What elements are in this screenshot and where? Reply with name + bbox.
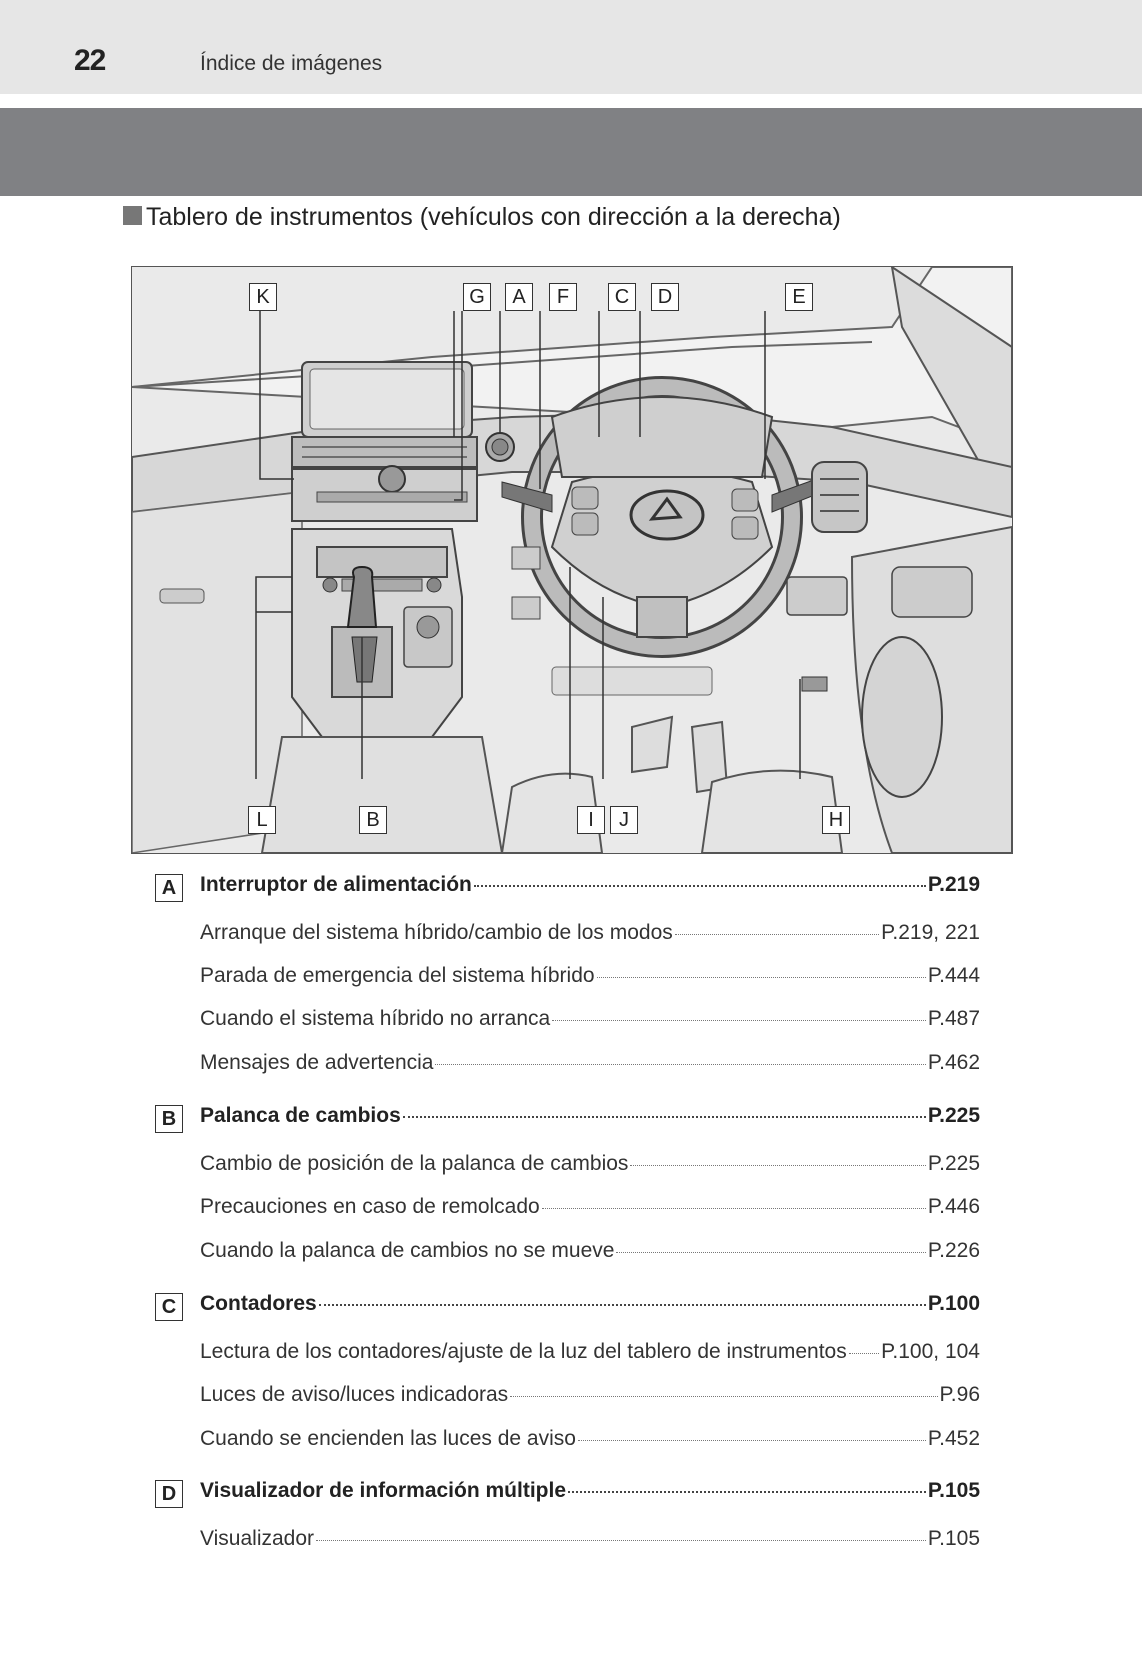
callout-c: C [608,283,636,311]
callout-j: J [610,806,638,834]
index-entry-main[interactable]: Contadores P.100 [200,1292,980,1315]
chapter-title: Índice de imágenes [200,52,383,75]
index-entry-main[interactable]: Palanca de cambios P.225 [200,1104,980,1127]
index-entry-sub[interactable]: Precauciones en caso de remolcado P.446 [200,1195,980,1218]
entry-letter-c: C [155,1293,183,1321]
callout-h: H [822,806,850,834]
callout-k: K [249,283,277,311]
callout-g: G [463,283,491,311]
index-entry-main[interactable]: Visualizador de información múltiple P.105 [200,1479,980,1502]
callout-i: I [577,806,605,834]
entry-letter-a: A [155,874,183,902]
callout-l: L [248,806,276,834]
section-title-text: Tablero de instrumentos (vehículos con dirección a la derecha) [146,203,841,231]
index-entry-sub[interactable]: Lectura de los contadores/ajuste de la luz del tablero de instrumentos P.100, 104 [200,1340,980,1363]
index-entry-sub[interactable]: Parada de emergencia del sistema híbrido P.444 [200,964,980,987]
index-entry-sub[interactable]: Cuando se encienden las luces de aviso P.452 [200,1427,980,1450]
header-band [0,108,1142,196]
callout-e: E [785,283,813,311]
page-header [0,0,1142,94]
callout-f: F [549,283,577,311]
index-entry-main[interactable]: Interruptor de alimentación P.219 [200,873,980,896]
entry-letter-d: D [155,1480,183,1508]
callout-d: D [651,283,679,311]
index-entry-sub[interactable]: Visualizador P.105 [200,1527,980,1550]
entry-letter-b: B [155,1105,183,1133]
square-bullet-icon [123,206,142,225]
index-entry-sub[interactable]: Arranque del sistema híbrido/cambio de los modos P.219, 221 [200,921,980,944]
callout-a: A [505,283,533,311]
index-entry-sub[interactable]: Cambio de posición de la palanca de cambios P.225 [200,1152,980,1175]
index-entry-sub[interactable]: Cuando el sistema híbrido no arranca P.487 [200,1007,980,1030]
index-entry-sub[interactable]: Mensajes de advertencia P.462 [200,1051,980,1074]
page-number: 22 [74,44,106,77]
index-entry-sub[interactable]: Cuando la palanca de cambios no se mueve P.226 [200,1239,980,1262]
index-entry-sub[interactable]: Luces de aviso/luces indicadoras P.96 [200,1383,980,1406]
section-title [123,203,841,232]
callout-b: B [359,806,387,834]
dashboard-illustration [131,266,1013,854]
